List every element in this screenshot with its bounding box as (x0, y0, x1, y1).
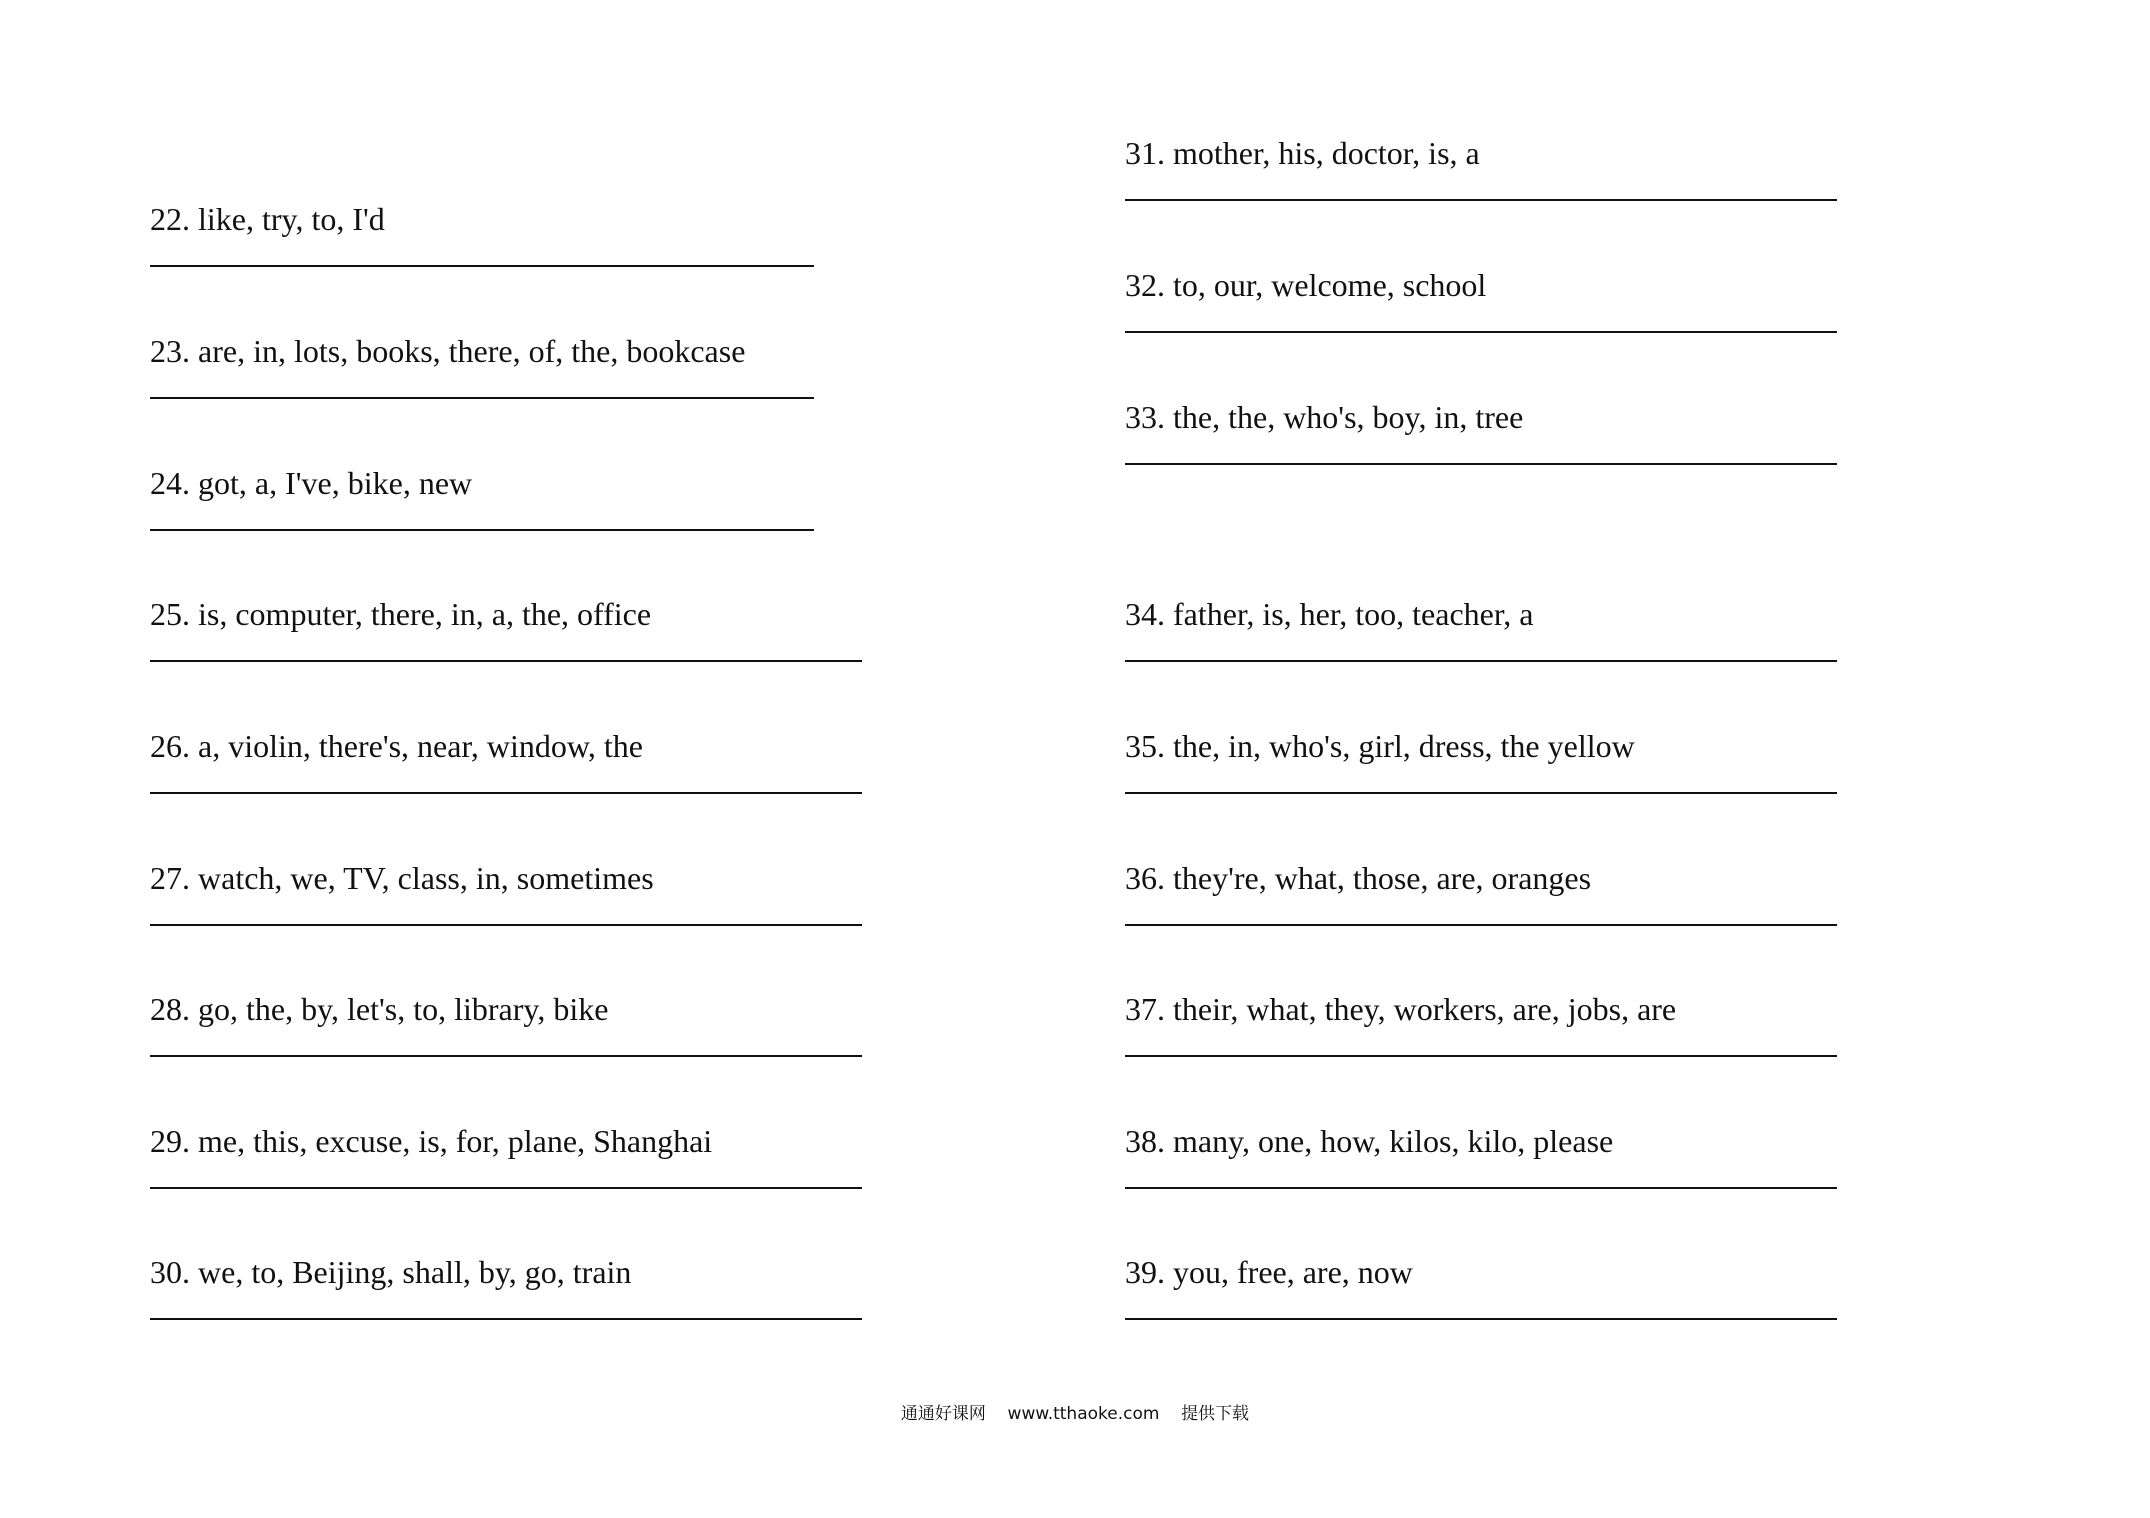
answer-line[interactable] (1125, 1187, 1837, 1189)
answer-line[interactable] (150, 1187, 862, 1189)
exercise-prompt: 27. watch, we, TV, class, in, sometimes (150, 860, 654, 896)
answer-line[interactable] (1125, 1055, 1837, 1057)
answer-line[interactable] (150, 924, 862, 926)
exercise-prompt: 24. got, a, I've, bike, new (150, 465, 473, 501)
exercise-prompt: 37. their, what, they, workers, are, jobs, are (1125, 991, 1677, 1027)
page-footer (0, 1402, 2150, 1426)
answer-line[interactable] (1125, 199, 1837, 201)
footer-suffix: 提供下载 (1181, 1404, 1250, 1424)
exercise-prompt: 34. father, is, her, too, teacher, a (1125, 596, 1534, 632)
exercise-prompt: 29. me, this, excuse, is, for, plane, Shanghai (150, 1123, 713, 1159)
answer-line[interactable] (1125, 792, 1837, 794)
exercise-prompt: 33. the, the, who's, boy, in, tree (1125, 399, 1524, 435)
answer-line[interactable] (150, 1318, 862, 1320)
exercise-prompt: 22. like, try, to, I'd (150, 201, 385, 237)
exercise-prompt: 23. are, in, lots, books, there, of, the, bookcase (150, 333, 746, 369)
answer-line[interactable] (150, 265, 814, 267)
answer-line[interactable] (1125, 924, 1837, 926)
answer-line[interactable] (150, 660, 862, 662)
answer-line[interactable] (1125, 463, 1837, 465)
exercise-prompt: 28. go, the, by, let's, to, library, bike (150, 991, 609, 1027)
footer-site-name: 通通好课网 (900, 1404, 986, 1424)
exercise-prompt: 31. mother, his, doctor, is, a (1125, 135, 1480, 171)
exercise-prompt: 35. the, in, who's, girl, dress, the yellow (1125, 728, 1635, 764)
answer-line[interactable] (150, 397, 814, 399)
answer-line[interactable] (150, 529, 814, 531)
exercise-prompt: 36. they're, what, those, are, oranges (1125, 860, 1592, 896)
answer-line[interactable] (1125, 660, 1837, 662)
exercise-prompt: 38. many, one, how, kilos, kilo, please (1125, 1123, 1614, 1159)
exercise-prompt: 26. a, violin, there's, near, window, the (150, 728, 643, 764)
exercise-prompt: 30. we, to, Beijing, shall, by, go, train (150, 1254, 632, 1290)
answer-line[interactable] (150, 1055, 862, 1057)
exercise-prompt: 32. to, our, welcome, school (1125, 267, 1487, 303)
answer-line[interactable] (1125, 331, 1837, 333)
exercise-prompt: 39. you, free, are, now (1125, 1254, 1413, 1290)
answer-line[interactable] (1125, 1318, 1837, 1320)
footer-url: www.tthaoke.com (1007, 1404, 1160, 1424)
exercise-prompt: 25. is, computer, there, in, a, the, office (150, 596, 652, 632)
answer-line[interactable] (150, 792, 862, 794)
